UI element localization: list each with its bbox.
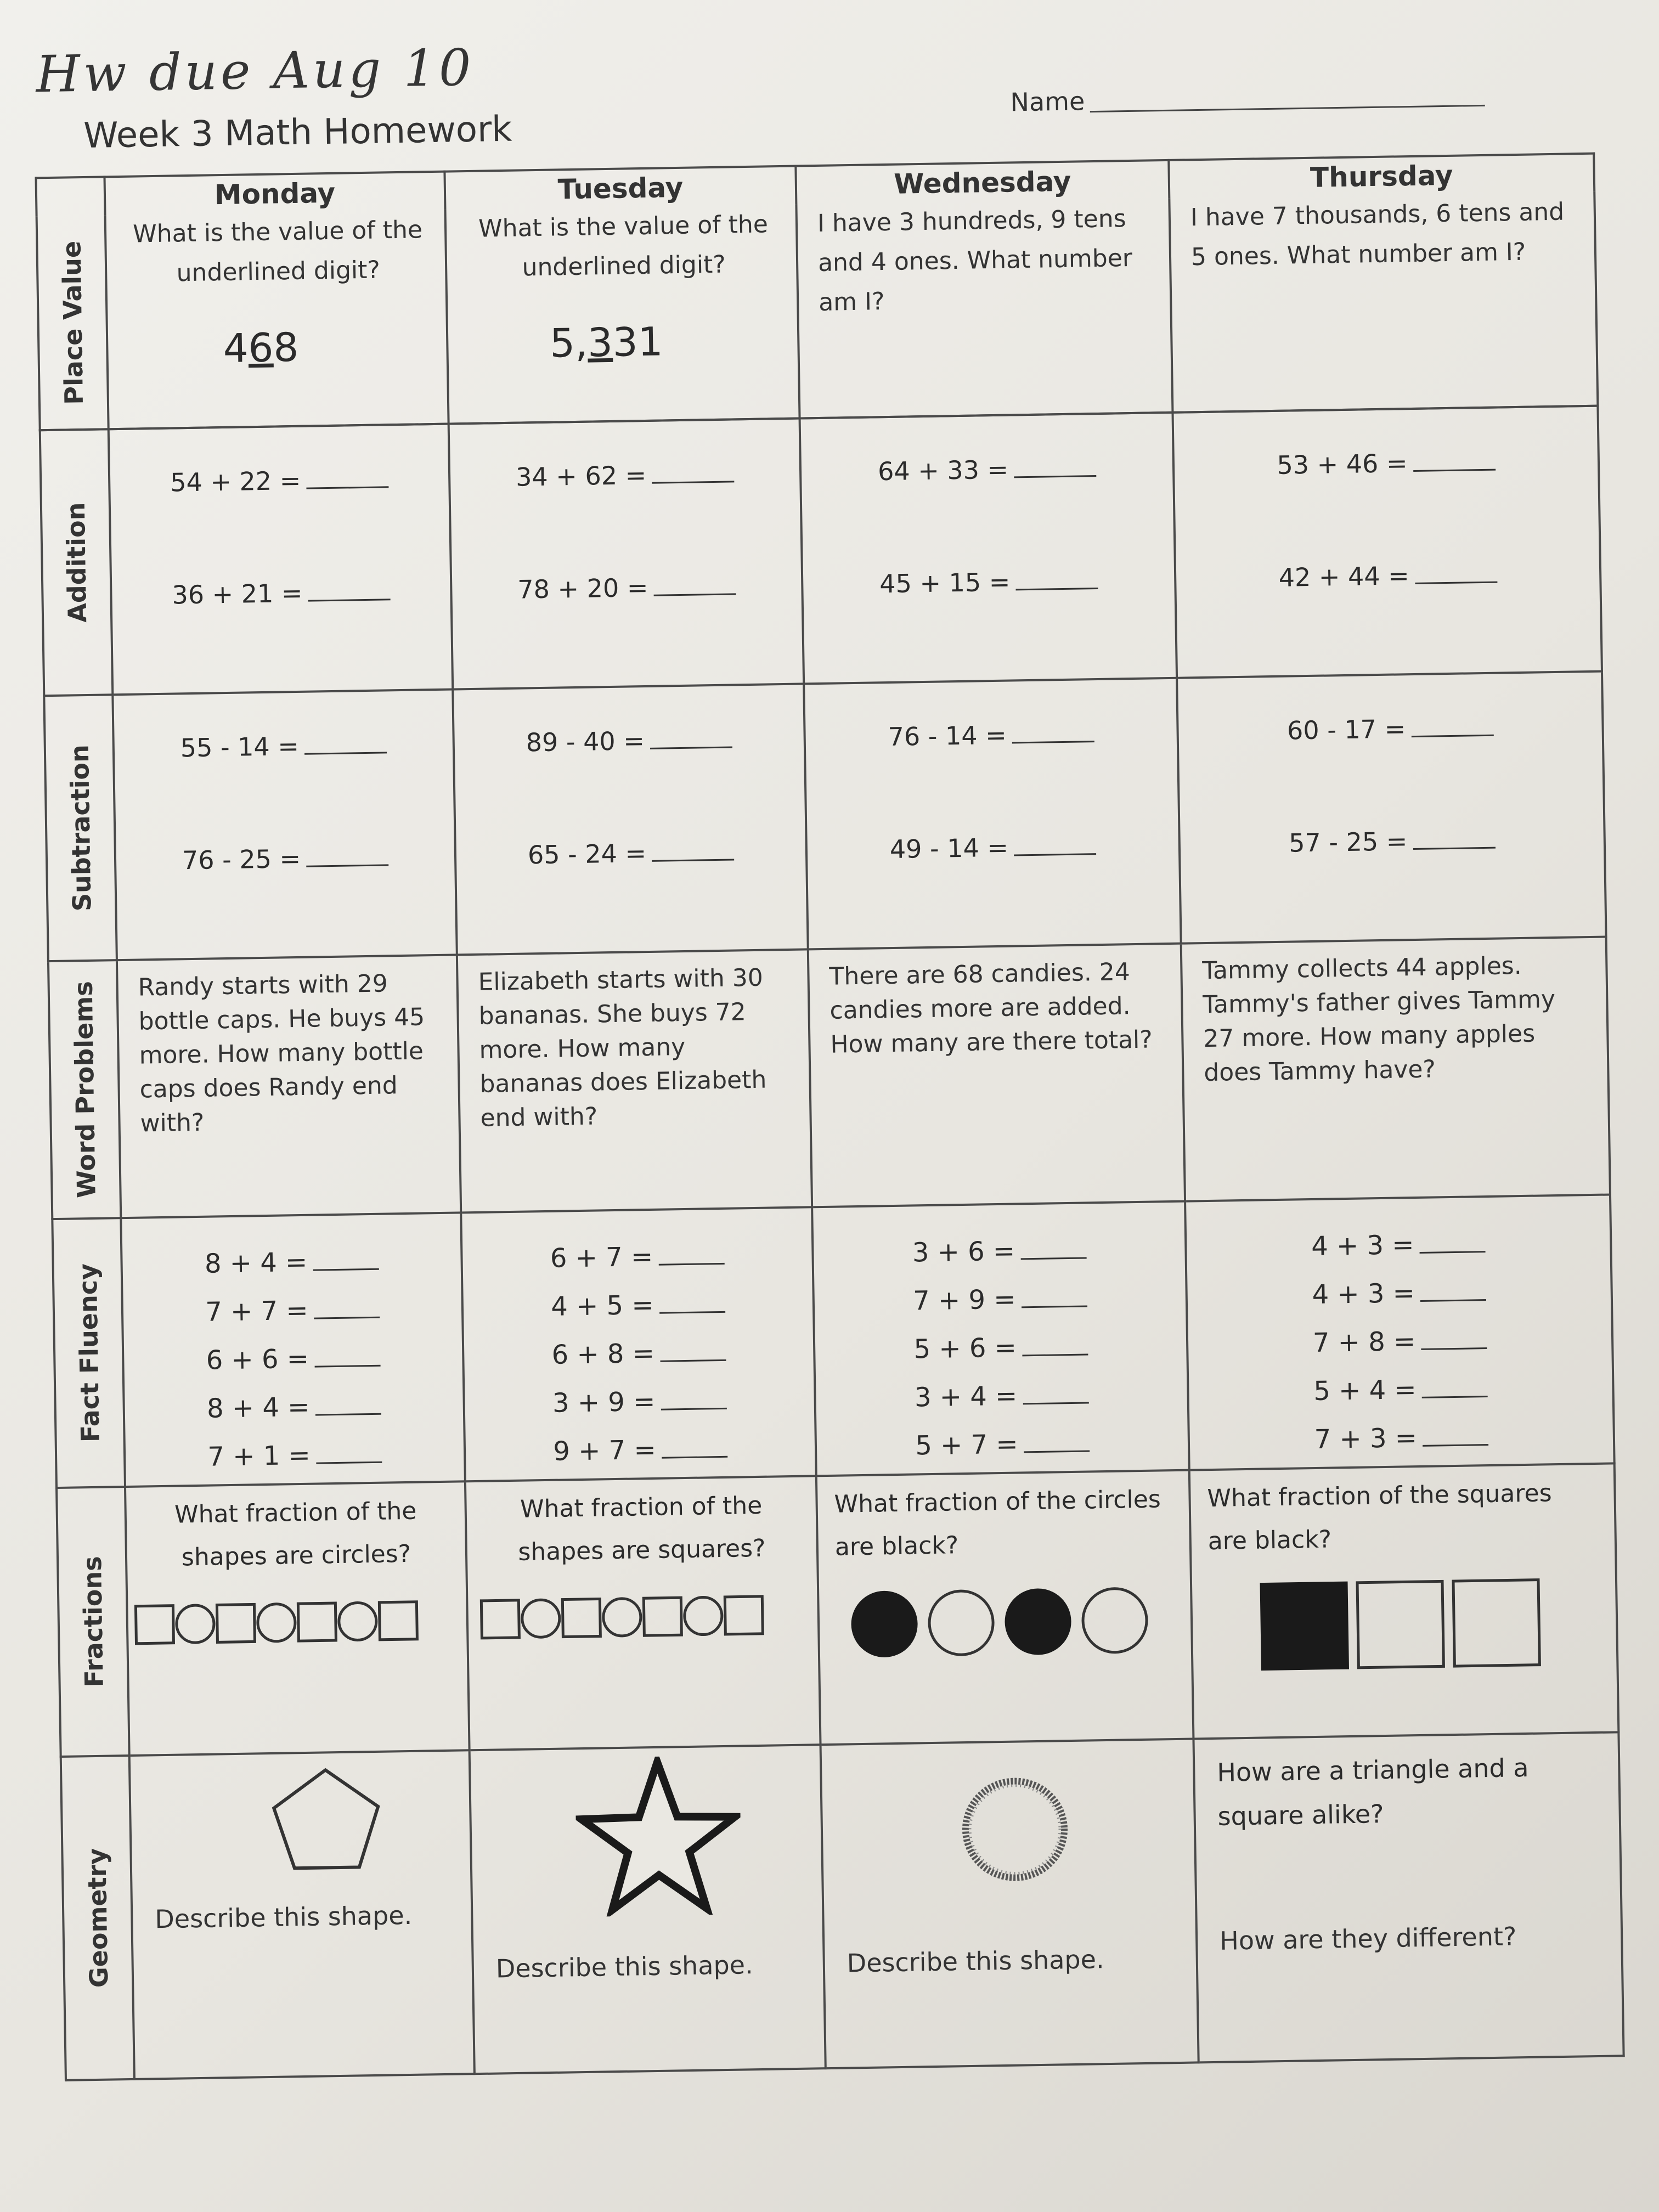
fraction-shapes <box>468 1587 818 1649</box>
answer-blank[interactable] <box>304 732 387 754</box>
squares-circles-row-icon <box>132 1592 462 1652</box>
fraction-shapes <box>128 1592 467 1655</box>
word-problem-text: Randy starts with 29 bottle caps. He buys 45 more. How many bottle caps does Randy end with? <box>138 969 425 1138</box>
subtraction-thursday <box>1177 672 1606 944</box>
fact-text: 7 + 7 = <box>205 1295 309 1328</box>
answer-blank[interactable] <box>1423 1427 1489 1447</box>
row-label-text: Addition <box>60 502 92 623</box>
row-label-place-value <box>36 214 110 431</box>
answer-blank[interactable] <box>653 573 736 596</box>
fractions-thursday <box>1189 1463 1619 1739</box>
handwritten-note: Hw due Aug 10 <box>35 38 475 104</box>
row-label-fact-fluency <box>52 1218 125 1488</box>
row-label-text: Fractions <box>77 1556 109 1688</box>
place-value-number <box>108 322 447 374</box>
fact <box>465 1423 815 1477</box>
fact-text: 3 + 9 = <box>552 1386 656 1419</box>
circle-sketch-icon <box>948 1764 1082 1892</box>
answer-blank[interactable] <box>308 579 391 601</box>
fact <box>816 1418 1188 1472</box>
geometry-tuesday <box>470 1745 826 2074</box>
answer-blank[interactable] <box>661 1440 727 1459</box>
fact <box>815 1321 1187 1375</box>
fact-text: 4 + 3 = <box>1312 1278 1415 1311</box>
fact-fluency-wednesday <box>812 1201 1189 1476</box>
equation <box>1178 711 1603 830</box>
fact-text: 8 + 4 = <box>206 1391 310 1424</box>
answer-blank[interactable] <box>1023 1385 1089 1404</box>
fact <box>123 1284 461 1338</box>
answer-blank[interactable] <box>314 1348 381 1368</box>
word-problem-thursday <box>1181 937 1610 1201</box>
fact <box>1188 1314 1611 1369</box>
equation <box>114 729 454 847</box>
digit-part: 5, <box>549 319 588 366</box>
equation-text: 36 + 21 = <box>172 578 303 610</box>
worksheet-title: Week 3 Math Homework <box>83 109 512 156</box>
word-problem-wednesday <box>808 944 1185 1207</box>
underlined-digit: 6 <box>247 324 274 371</box>
fact-text: 5 + 7 = <box>915 1429 1019 1462</box>
geometry-wednesday <box>821 1739 1199 2069</box>
answer-blank[interactable] <box>661 1391 727 1410</box>
place-value-tuesday <box>445 205 800 424</box>
answer-blank[interactable] <box>1020 1240 1087 1260</box>
fact <box>814 1224 1185 1279</box>
fraction-question: What fraction of the shapes are circles? <box>174 1497 417 1572</box>
equation-text: 89 - 40 = <box>526 726 645 758</box>
answer-blank[interactable] <box>1414 562 1497 584</box>
answer-blank[interactable] <box>1022 1337 1088 1356</box>
fact-text: 5 + 4 = <box>1313 1374 1417 1407</box>
addition-wednesday <box>800 413 1177 684</box>
equation <box>808 830 1180 949</box>
equation-text: 76 - 25 = <box>182 843 301 876</box>
describe-shape-prompt: Describe this shape. <box>495 1950 754 1984</box>
equation <box>456 836 807 953</box>
fact-text: 5 + 6 = <box>913 1332 1017 1365</box>
fractions-wednesday <box>816 1470 1194 1745</box>
fact <box>124 1332 462 1386</box>
answer-blank[interactable] <box>306 466 389 489</box>
answer-blank[interactable] <box>313 1300 380 1319</box>
equation-text: 34 + 62 = <box>515 460 647 492</box>
answer-blank[interactable] <box>1021 1289 1087 1308</box>
fact-text: 9 + 7 = <box>552 1434 657 1467</box>
equation-text: 64 + 33 = <box>877 454 1009 487</box>
fact-text: 6 + 8 = <box>551 1338 655 1370</box>
answer-blank[interactable] <box>1014 455 1097 478</box>
equation-text: 76 - 14 = <box>888 720 1007 752</box>
fact <box>814 1273 1186 1327</box>
answer-blank[interactable] <box>1023 1434 1090 1453</box>
geometry-monday <box>129 1750 475 2079</box>
answer-blank[interactable] <box>652 461 735 483</box>
answer-blank[interactable] <box>1014 833 1097 856</box>
subtraction-wednesday <box>804 678 1181 950</box>
fact <box>464 1327 814 1380</box>
geometry-question-different: How are they different? <box>1219 1921 1517 1956</box>
addition-monday <box>109 424 453 695</box>
subtraction-tuesday <box>453 684 808 955</box>
equation-text: 53 + 46 = <box>1277 448 1408 480</box>
fact <box>125 1429 464 1482</box>
name-label: Name <box>1010 86 1085 117</box>
subtraction-monday <box>112 690 457 961</box>
answer-blank[interactable] <box>1012 721 1094 743</box>
equation <box>112 576 452 694</box>
fact-fluency-tuesday <box>461 1207 816 1481</box>
fraction-shapes <box>1192 1574 1617 1676</box>
underlined-digit: 3 <box>587 319 613 366</box>
fact <box>122 1235 461 1289</box>
describe-shape-prompt: Describe this shape. <box>847 1944 1104 1978</box>
describe-shape-prompt: Describe this shape. <box>154 1900 413 1934</box>
answer-blank[interactable] <box>652 839 735 861</box>
fact-text: 7 + 3 = <box>1314 1423 1418 1455</box>
row-label-text: Word Problems <box>68 980 101 1199</box>
digit-part: 31 <box>612 318 664 365</box>
answer-blank[interactable] <box>316 1445 382 1464</box>
place-value-number <box>448 317 798 368</box>
digit-part: 4 <box>223 325 249 371</box>
place-value-thursday <box>1169 192 1598 413</box>
equation <box>802 452 1174 571</box>
place-value-monday <box>105 210 449 430</box>
word-problem-text: Elizabeth starts with 30 bananas. She buys 72 more. How many bananas does Elizabeth end with? <box>478 963 767 1132</box>
fact-text: 6 + 7 = <box>550 1241 653 1274</box>
black-white-squares-icon <box>1250 1575 1559 1673</box>
answer-blank[interactable] <box>1421 1379 1488 1398</box>
equation-text: 57 - 25 = <box>1288 826 1408 858</box>
day-header-thursday: Thursday <box>1169 154 1594 199</box>
row-label-word-problems <box>48 960 121 1219</box>
answer-blank[interactable] <box>658 1246 725 1266</box>
answer-blank[interactable] <box>659 1295 725 1314</box>
word-problem-text: There are 68 candies. 24 candies more are added. How many are there total? <box>829 958 1153 1059</box>
equation-text: 78 + 20 = <box>517 572 648 605</box>
equation-text: 60 - 17 = <box>1286 714 1406 746</box>
answer-blank[interactable] <box>1413 449 1496 472</box>
fraction-question: What fraction of the squares are black? <box>1207 1479 1552 1556</box>
fact <box>1189 1362 1612 1417</box>
answer-blank[interactable] <box>1411 715 1494 737</box>
homework-grid <box>35 153 1624 2081</box>
answer-blank[interactable] <box>660 1343 726 1362</box>
black-white-circles-icon <box>845 1581 1165 1663</box>
fractions-monday <box>125 1481 470 1756</box>
place-value-question: I have 3 hundreds, 9 tens and 4 ones. What number am I? <box>817 205 1133 317</box>
fact-text: 7 + 9 = <box>912 1284 1016 1317</box>
row-label-addition <box>40 429 113 696</box>
place-value-question: What is the value of the underlined digit? <box>132 216 423 287</box>
equation <box>454 723 805 841</box>
word-problem-tuesday <box>457 949 812 1212</box>
row-label-geometry <box>61 1756 134 2080</box>
fact <box>462 1230 812 1284</box>
answer-blank[interactable] <box>315 1397 381 1416</box>
addition-tuesday <box>449 419 804 690</box>
squares-circles-row-icon <box>478 1587 808 1647</box>
word-problem-monday <box>117 955 461 1218</box>
day-header-wednesday: Wednesday <box>795 160 1169 205</box>
fact-fluency-thursday <box>1185 1194 1615 1470</box>
pentagon-icon <box>268 1764 385 1875</box>
fraction-question: What fraction of the shapes are squares? <box>518 1491 766 1566</box>
place-value-wednesday <box>796 199 1172 419</box>
geometry-thursday <box>1193 1732 1623 2062</box>
fact-text: 8 + 4 = <box>204 1246 308 1279</box>
equation <box>1176 558 1601 677</box>
equation <box>450 458 801 576</box>
row-label-text: Place Value <box>56 240 89 405</box>
equation-text: 45 + 15 = <box>879 567 1011 599</box>
fraction-question: What fraction of the circles are black? <box>834 1485 1161 1561</box>
fact <box>463 1278 812 1332</box>
equation <box>803 565 1176 683</box>
equation-text: 42 + 44 = <box>1278 561 1410 592</box>
fact-text: 4 + 5 = <box>550 1289 654 1322</box>
row-label-text: Subtraction <box>64 744 97 912</box>
row-label-fractions <box>57 1487 129 1757</box>
geometry-question-alike: How are a triangle and a square alike? <box>1216 1752 1529 1831</box>
fact-text: 3 + 4 = <box>914 1380 1018 1413</box>
fact <box>465 1375 814 1429</box>
fractions-tuesday <box>465 1476 821 1750</box>
fact <box>816 1369 1187 1424</box>
equation-text: 65 - 24 = <box>527 838 647 870</box>
equation <box>1180 823 1605 943</box>
star-icon <box>575 1756 742 1917</box>
fact-fluency-monday <box>121 1212 465 1487</box>
fact-text: 7 + 8 = <box>1312 1326 1416 1359</box>
fact-text: 7 + 1 = <box>207 1440 311 1472</box>
fact-text: 4 + 3 = <box>1311 1229 1414 1262</box>
addition-thursday <box>1172 406 1602 678</box>
equation-text: 55 - 14 = <box>180 731 300 763</box>
equation <box>110 464 450 582</box>
fact <box>1187 1266 1611 1321</box>
answer-blank[interactable] <box>1413 827 1496 850</box>
day-header-tuesday: Tuesday <box>444 166 796 210</box>
fact <box>1187 1218 1610 1273</box>
equation <box>452 571 803 689</box>
answer-blank[interactable] <box>313 1252 379 1271</box>
answer-blank[interactable] <box>1420 1283 1487 1302</box>
answer-blank[interactable] <box>650 727 732 749</box>
row-label-text: Fact Fluency <box>72 1263 105 1443</box>
equation <box>805 718 1178 836</box>
place-value-question: I have 7 thousands, 6 tens and 5 ones. What number am I? <box>1190 198 1565 272</box>
answer-blank[interactable] <box>1421 1331 1487 1350</box>
equation-text: 49 - 14 = <box>889 832 1009 865</box>
answer-blank[interactable] <box>306 844 389 867</box>
digit-part: 8 <box>273 324 299 371</box>
fact <box>1189 1410 1613 1465</box>
row-label-text: Geometry <box>81 1848 114 1988</box>
place-value-question: What is the value of the underlined digit? <box>478 210 769 282</box>
fraction-shapes <box>819 1581 1191 1666</box>
word-problem-text: Tammy collects 44 apples. Tammy's father gives Tammy 27 more. How many apples does Tammy have? <box>1202 951 1556 1087</box>
equation-text: 54 + 22 = <box>170 465 301 498</box>
fact-text: 3 + 6 = <box>912 1235 1015 1268</box>
name-field-line[interactable] <box>1090 105 1485 112</box>
answer-blank[interactable] <box>1015 568 1098 590</box>
equation <box>1175 445 1599 565</box>
equation <box>116 842 456 960</box>
fact-text: 6 + 6 = <box>206 1343 309 1376</box>
day-header-monday: Monday <box>104 172 445 216</box>
fact <box>125 1380 463 1434</box>
answer-blank[interactable] <box>1419 1234 1486 1254</box>
row-label-subtraction <box>44 695 117 961</box>
